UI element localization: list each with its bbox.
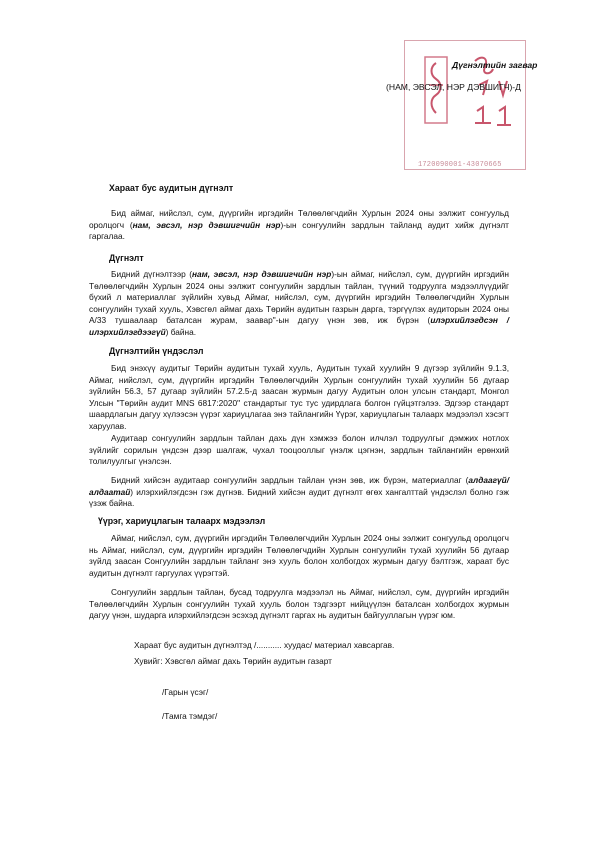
recipient-line: Хувийг: Хэвсгөл аймаг дахь Төрийн аудитын газарт	[134, 656, 332, 666]
opinion-heading: Дүгнэлт	[109, 253, 144, 263]
opinion-highlight-name: нам, эвсэл, нэр дэвшигчийн нэр	[192, 269, 332, 279]
sample-subtitle: (НАМ, ЭВСЭЛ, НЭР ДЭВШИГЧ)-Д	[386, 82, 521, 92]
seal-label: /Тамга тэмдэг/	[162, 711, 218, 721]
intro-highlight: нам, эвсэл, нэр дэвшигчийн нэр	[132, 219, 281, 230]
signature-label: /Гарын үсэг/	[162, 687, 209, 697]
opinion-paragraph: Бидний дүгнэлтээр (нам, эвсэл, нэр дэвшигчийн нэр)-ын аймаг, нийслэл, сум, дүүргийн иргэдийн Төлөөлөгчдийн Хурлын 2024 оны ээлжит сонгуулийн зардлын тайлан, түүний тодруулга мэдээллүүдийг бүхий л материаллаг зүйлийн хувьд Аймаг, нийслэл, сум, дүүргийн иргэдийн Төлөөлөгчдийн Хурлын сонгуулийн тухай хууль, Хэвсгөл аймаг дахь Төрийн аудитын газрын дарга, тэргүүлэх аудиторын 2024 оны А/33 тушаалаар баталсан журам, заавар"-ын дагуу үнэн зөв, иж бүрэн (илэрхийлэгдсэн /илэрхийлэгдээгүй) байна.	[89, 269, 509, 337]
basis-heading: Дүгнэлтийн үндэслэл	[109, 346, 204, 356]
main-title: Хараат бус аудитын дүгнэлт	[109, 183, 234, 193]
responsibility-paragraph-1: Аймаг, нийслэл, сум, дүүргийн иргэдийн Төлөөлөгчдийн Хурлын 2024 оны ээлжит сонгуульд оролцогч нь Аймаг, нийслэл, сум, дүүргийн иргэдийн Төлөөлөгчдийн Хурлын сонгуулийн тухай хуулийн 56 дугаар зүйлд заасан Сонгуулийн зардлын тайланг энэ хууль болон холбогдох журмын дагуу бэлтгэж, хараат бус аудитын дүгнэлт гаргуулах үүрэгтэй.	[89, 533, 509, 578]
basis-highlight: алдаагүй/алдаатай	[89, 475, 509, 497]
basis-paragraph-1: Бид энэхүү аудитыг Төрийн аудитын тухай хууль, Аудитын тухай хуулийн 9 дүгээр зүйлийн 9.1.3, Аймаг, нийслэл, сум, дүүргийн иргэдийн Төлөөлөгчдийн Хурлын сонгуулийн тухай хуулийн 56 дугаар зүйлийн 56.3, 57 дугаар зүйлийн 57.2.5-д заасан журмын дагуу Аудитын олон улсын стандарт, Монгол Улсын "Төрийн аудит MNS 6817:2020" стандартыг тус тус удирдлага болгон гүйцэтгэлээ. Эдгээр стандарт шаардлагын дагуу хүлээсэн үүрэг хариуцлагаа энэ тайлангийн Үүрэг, хариуцлагын талаарх мэдээлэл хэсэгт харуулав.	[89, 363, 509, 431]
attachment-line: Хараат бус аудитын дүгнэлтэд /........... хуудас/ материал хавсаргав.	[134, 640, 395, 650]
basis-paragraph-2: Аудитаар сонгуулийн зардлын тайлан дахь дүн хэмжээ болон илчлэл тодруулгыг дэмжих нотлох зүйлийг сорилын үндсэн дээр шалгаж, чухал тооцооллыг үнэлж цэгнэн, зардлын тайлангийн ерөнхий толилуулгыг үнэлсэн.	[89, 433, 509, 467]
stamp-number: 1720090001-43070665	[418, 161, 502, 169]
responsibility-heading: Үүрэг, хариуцлагын талаарх мэдээлэл	[98, 516, 266, 526]
intro-paragraph: Бид аймаг, нийслэл, сум, дүүргийн иргэдийн Төлөөлөгчдийн Хурлын 2024 оны ээлжит сонгуульд оролцогч (нам, эвсэл, нэр дэвшигчийн нэр)-ын сонгуулийн зардлын тайланд аудит хийж дүгнэлт гаргалаа.	[89, 208, 509, 242]
basis-paragraph-3: Бидний хийсэн аудитаар сонгуулийн зардлын тайлан үнэн зөв, иж бүрэн, материаллаг (алдаагүй/алдаатай) илэрхийлэгдсэн гэж дүгнэв. Бидний хийсэн аудит дүгнэлт өгөх хангалттай үндэслэл болно гэж үзэж байна.	[89, 475, 509, 509]
responsibility-paragraph-2: Сонгуулийн зардлын тайлан, бусад тодруулга мэдээлэл нь Аймаг, нийслэл, сум, дүүргийн иргэдийн Төлөөлөгчдийн Хурлын сонгуулийн тухай хууль болон тэдгээрт нийцүүлэн баталсан холбогдох журмын дагуу үнэн, шударга илэрхийлэгдсэн эсэхэд дүгнэлт гаргах нь аудитын байгууллагын үүрэг юм.	[89, 587, 509, 621]
sample-title: Дүгнэлтийн загвар	[452, 60, 538, 70]
opinion-highlight-status: илэрхийлэгдсэн /илэрхийлэгдээгүй	[89, 315, 509, 337]
